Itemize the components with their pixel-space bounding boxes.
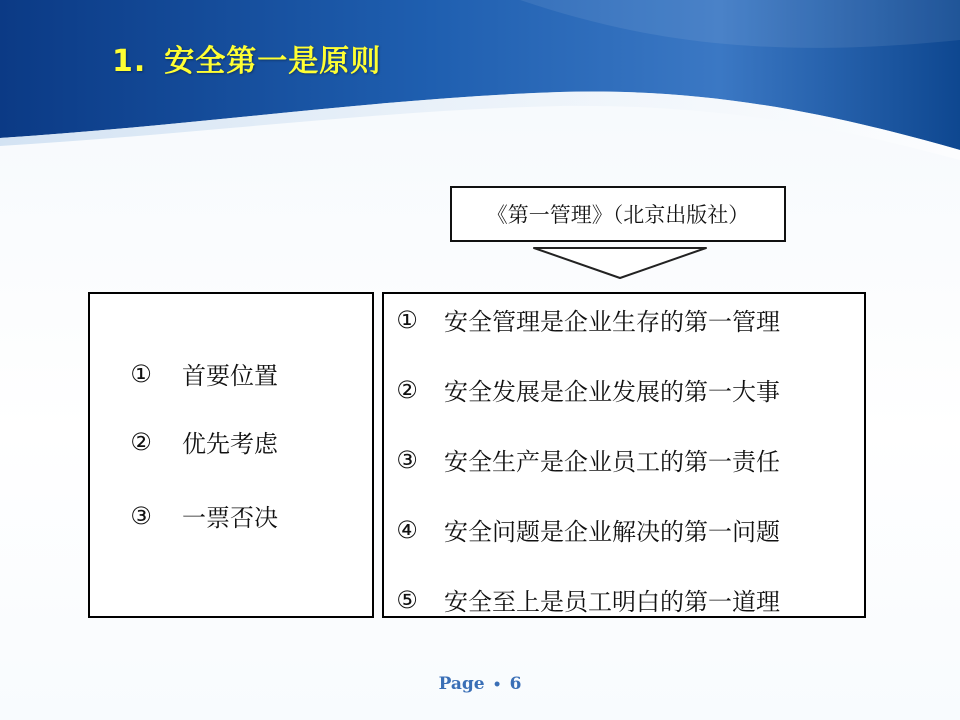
list-item — [392, 582, 780, 617]
list-item-label: 安全管理是企业生存的第一管理 — [444, 308, 780, 336]
list-item — [126, 424, 278, 459]
list-marker: ③ — [130, 501, 152, 530]
list-marker: ⑤ — [396, 585, 418, 614]
list-item-label: 安全至上是员工明白的第一道理 — [444, 588, 780, 616]
list-marker: ③ — [396, 445, 418, 474]
slide-title-text: 安全第一是原则 — [164, 44, 382, 79]
list-item-label: 一票否决 — [182, 504, 278, 532]
page-separator: • — [492, 677, 502, 693]
header-banner — [0, 0, 960, 160]
list-item — [392, 512, 780, 547]
page-footer — [0, 674, 960, 694]
list-item-label: 安全问题是企业解决的第一问题 — [444, 518, 780, 546]
list-item-label: 安全发展是企业发展的第一大事 — [444, 378, 780, 406]
slide-title — [112, 36, 381, 80]
list-item — [392, 302, 780, 337]
source-book-label: 《第一管理》（北京出版社） — [486, 203, 750, 227]
statements-box — [382, 292, 866, 618]
list-marker: ④ — [396, 515, 418, 544]
source-book-box — [450, 186, 786, 242]
list-marker: ① — [396, 305, 418, 334]
principles-box — [88, 292, 374, 618]
list-item-label: 首要位置 — [182, 362, 278, 390]
page-label: Page — [438, 674, 485, 694]
list-item — [392, 372, 780, 407]
list-item — [126, 498, 278, 533]
list-item-label: 安全生产是企业员工的第一责任 — [444, 448, 780, 476]
down-arrow-icon — [532, 246, 708, 280]
page-number: 6 — [509, 674, 522, 694]
list-item — [392, 442, 780, 477]
list-marker: ② — [130, 427, 152, 456]
list-item-label: 优先考虑 — [182, 430, 278, 458]
list-marker: ② — [396, 375, 418, 404]
list-marker: ① — [130, 359, 152, 388]
slide-title-number: 1. — [112, 44, 147, 79]
list-item — [126, 356, 278, 391]
